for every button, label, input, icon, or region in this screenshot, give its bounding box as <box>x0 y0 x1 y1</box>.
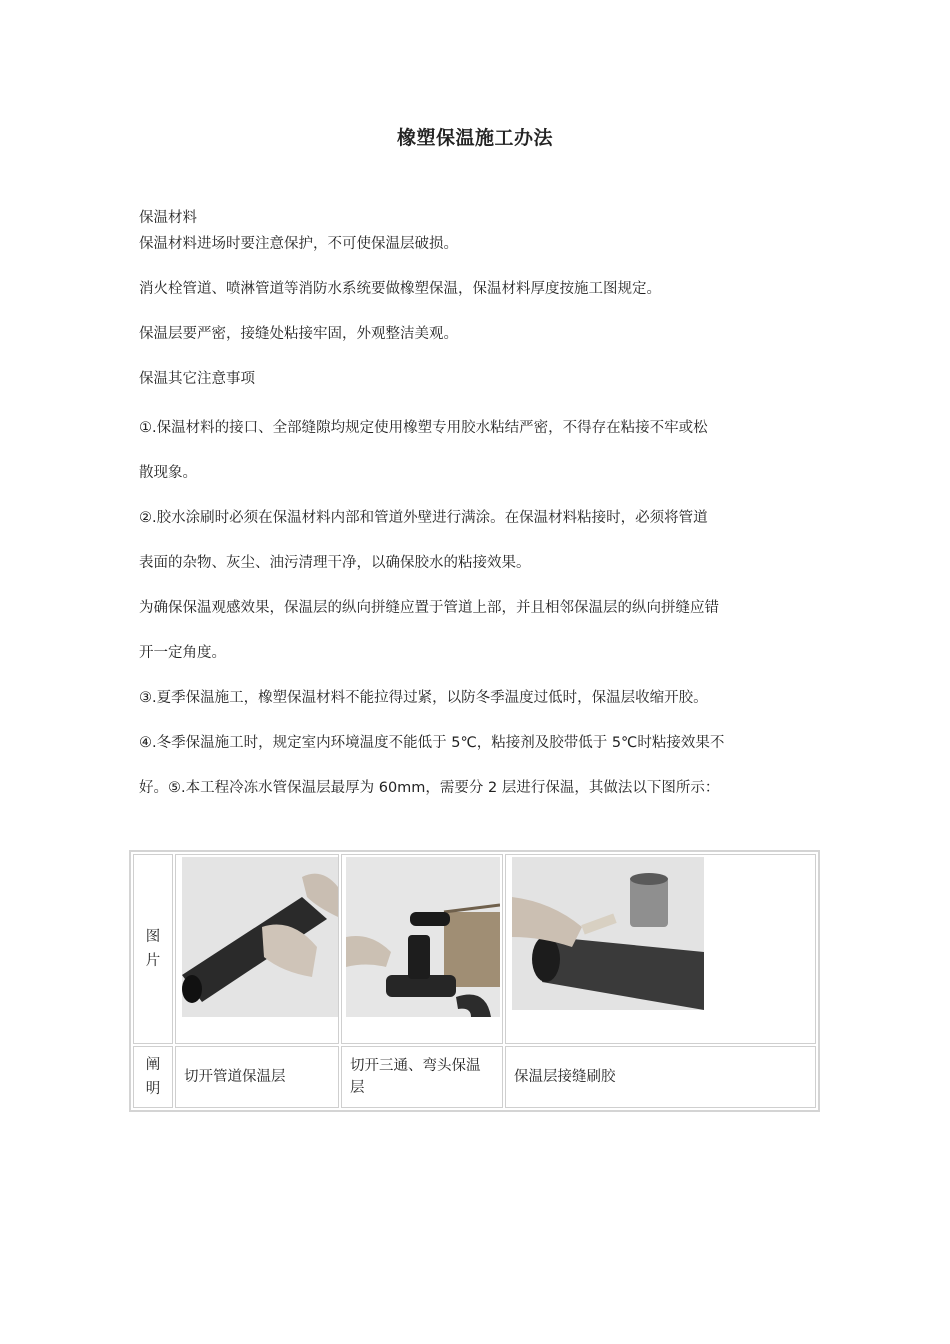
paragraph: 保温层要严密，接缝处粘接牢固，外观整洁美观。 <box>139 326 458 342</box>
photo-cutting-pipe-insulation <box>182 857 338 1017</box>
page-title: 橡塑保温施工办法 <box>396 127 553 149</box>
paragraph: 为确保保温观感效果，保温层的纵向拼缝应置于管道上部，并且相邻保温层的纵向拼缝应错 <box>139 600 719 616</box>
photo-brushing-glue-on-seam <box>512 857 704 1010</box>
photo-cell-cut-tee <box>341 854 503 1044</box>
paragraph: 表面的杂物、灰尘、油污清理干净，以确保胶水的粘接效果。 <box>139 555 531 571</box>
paragraph: ①.保温材料的接口、全部缝隙均规定使用橡塑专用胶水粘结严密，不得存在粘接不牢或松 <box>139 420 708 436</box>
photo-cell-cut-pipe <box>175 854 339 1044</box>
illustration-table <box>129 850 820 1112</box>
photo-cell-glue <box>505 854 816 1044</box>
paragraph: ④.冬季保温施工时，规定室内环境温度不能低于 5℃，粘接剂及胶带低于 5℃时粘接效果不 <box>139 735 725 751</box>
caption-cut-tee-elbow: 切开三通、弯头保温层 <box>341 1046 503 1108</box>
caption-glue-seam: 保温层接缝刷胶 <box>505 1046 816 1108</box>
paragraph: 开一定角度。 <box>139 645 226 661</box>
photo-cutting-tee-elbow-insulation <box>346 857 500 1017</box>
row-header-pictures: 图片 <box>133 854 173 1044</box>
paragraph: 保温材料进场时要注意保护，不可使保温层破损。 <box>139 236 458 252</box>
section-heading-notes: 保温其它注意事项 <box>139 371 255 387</box>
paragraph: 好。⑤.本工程冷冻水管保温层最厚为 60mm，需要分 2 层进行保温，其做法以下图所示： <box>139 780 720 796</box>
section-heading-materials: 保温材料 <box>139 210 197 226</box>
paragraph: ③.夏季保温施工，橡塑保温材料不能拉得过紧，以防冬季温度过低时，保温层收缩开胶。 <box>139 690 708 706</box>
paragraph: 消火栓管道、喷淋管道等消防水系统要做橡塑保温，保温材料厚度按施工图规定。 <box>139 281 661 297</box>
paragraph: ②.胶水涂刷时必须在保温材料内部和管道外壁进行满涂。在保温材料粘接时，必须将管道 <box>139 510 708 526</box>
paragraph: 散现象。 <box>139 465 197 481</box>
row-header-explanation: 阐明 <box>133 1046 173 1108</box>
caption-cut-pipe: 切开管道保温层 <box>175 1046 339 1108</box>
